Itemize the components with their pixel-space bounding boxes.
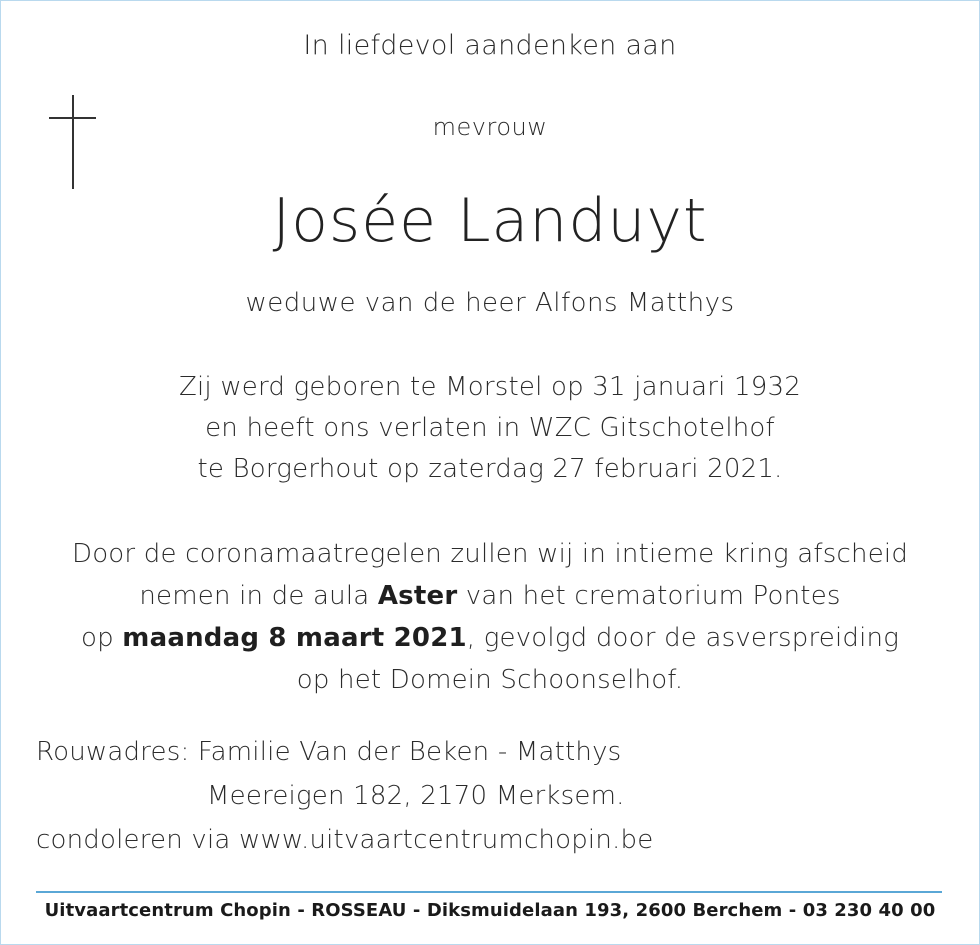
spouse-line: weduwe van de heer Alfons Matthys — [245, 288, 735, 318]
aula-name: Aster — [377, 581, 458, 611]
mourning-address-street: Meereigen 182, 2170 Merksem. — [207, 781, 625, 811]
birth-line-1: Zij werd geboren te Morstel op 31 januari 1932 — [179, 372, 801, 402]
mourning-address-label: Rouwadres: Familie Van der Beken - Matthys — [36, 737, 622, 767]
funeral-line-3-pre: op — [81, 623, 123, 653]
honorific: mevrouw — [432, 113, 548, 141]
birth-line-2: en heeft ons verlaten in WZC Gitschotelhof — [205, 413, 775, 443]
funeral-date: maandag 8 maart 2021 — [122, 623, 467, 653]
funeral-line-3-post: , gevolgd door de asverspreiding — [466, 623, 899, 653]
funeral-home-footer: Uitvaartcentrum Chopin - ROSSEAU - Diksmuidelaan 193, 2600 Berchem - 03 230 40 00 — [44, 900, 936, 921]
funeral-line-2-post: van het crematorium Pontes — [457, 581, 841, 611]
funeral-line-3 — [0, 617, 980, 659]
footer-divider — [36, 891, 942, 893]
birth-death-paragraph — [0, 367, 980, 490]
funeral-paragraph — [0, 533, 980, 701]
condolence-link[interactable]: condoleren via www.uitvaartcentrumchopin.be — [36, 825, 654, 855]
cross-icon — [48, 95, 98, 190]
intro-text: In liefdevol aandenken aan — [303, 30, 677, 61]
funeral-line-2 — [0, 575, 980, 617]
birth-line-3: te Borgerhout op zaterdag 27 februari 2021. — [197, 454, 783, 484]
funeral-line-1: Door de coronamaatregelen zullen wij in intieme kring afscheid — [71, 539, 909, 569]
deceased-name: Josée Landuyt — [272, 186, 708, 256]
funeral-line-2-pre: nemen in de aula — [139, 581, 378, 611]
funeral-line-4: op het Domein Schoonselhof. — [296, 665, 684, 695]
